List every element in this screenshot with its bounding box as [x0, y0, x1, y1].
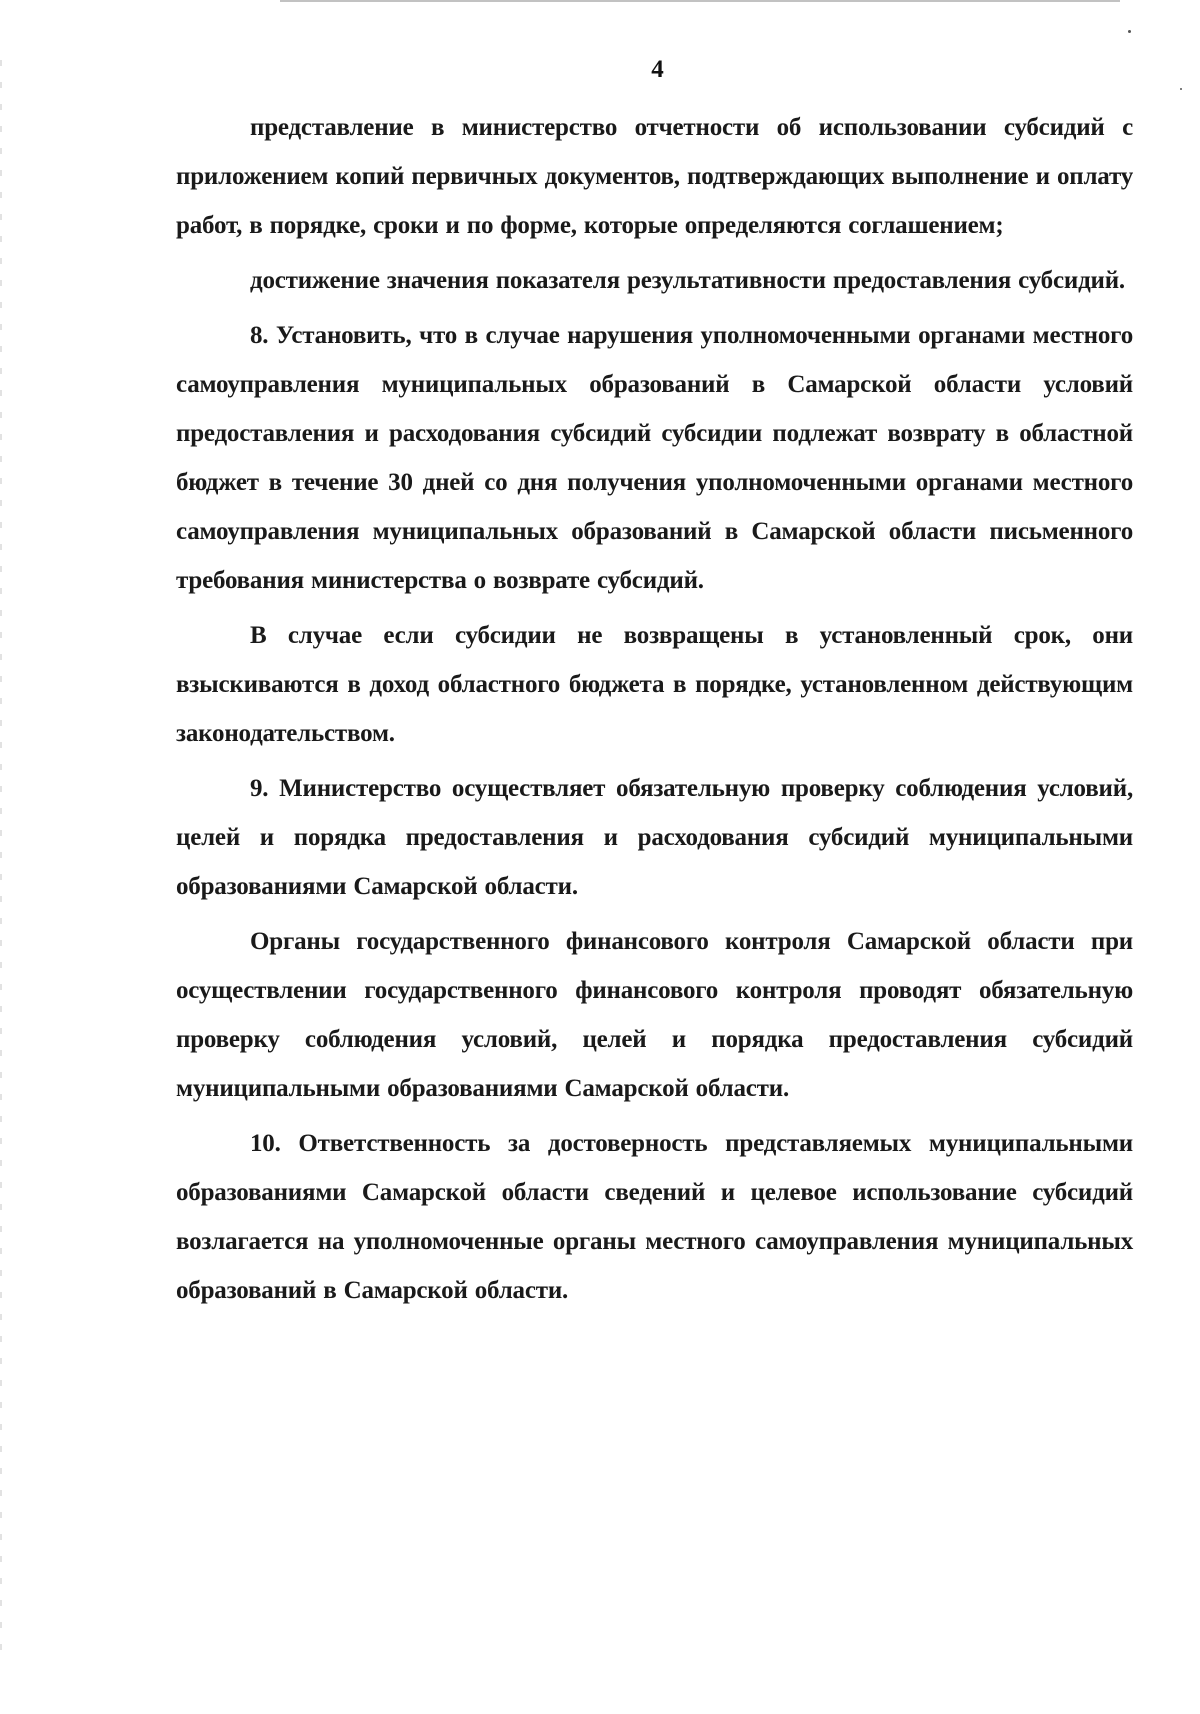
- scan-left-edge: [0, 60, 2, 1660]
- paragraph-indicator: достижение значения показателя результативности предоставления субсидий.: [250, 267, 1125, 294]
- scan-border-line: [280, 0, 1120, 2]
- paragraph-item-10: 10. Ответственность за достоверность представляемых муниципальными образованиями Самарской области сведений и целевое использование субсидий возлагается на уполномоченные органы местного самоуправления муниципальных образований в Самарской области.: [176, 1130, 1133, 1304]
- scan-speck: [1128, 30, 1131, 33]
- paragraph-reporting: представление в министерство отчетности об использовании субсидий с приложением копий первичных документов, подтверждающих выполнение и оплату работ, в порядке, сроки и по форме, которые определяются соглашением;: [176, 114, 1133, 239]
- paragraph-recovery: В случае если субсидии не возвращены в установленный срок, они взыскиваются в доход областного бюджета в порядке, установленном действующим законодательством.: [176, 622, 1133, 747]
- paragraph-item-8: 8. Установить, что в случае нарушения уполномоченными органами местного самоуправления муниципальных образований в Самарской области условий предоставления и расходования субсидий субсидии подлежат возврату в областной бюджет в течение 30 дней со дня получения уполномоченными органами местного самоуправления муниципальных образований в Самарской области письменного требования министерства о возврате субсидий.: [176, 322, 1133, 594]
- document-body: [176, 103, 1133, 1319]
- scan-speck: [1180, 88, 1182, 90]
- paragraph-financial-control: Органы государственного финансового контроля Самарской области при осуществлении государственного финансового контроля проводят обязательную проверку соблюдения условий, целей и порядка предоставления субсидий муниципальными образованиями Самарской области.: [176, 928, 1133, 1102]
- page-number: 4: [651, 56, 664, 83]
- paragraph-item-9: 9. Министерство осуществляет обязательную проверку соблюдения условий, целей и порядка предоставления и расходования субсидий муниципальными образованиями Самарской области.: [176, 775, 1133, 900]
